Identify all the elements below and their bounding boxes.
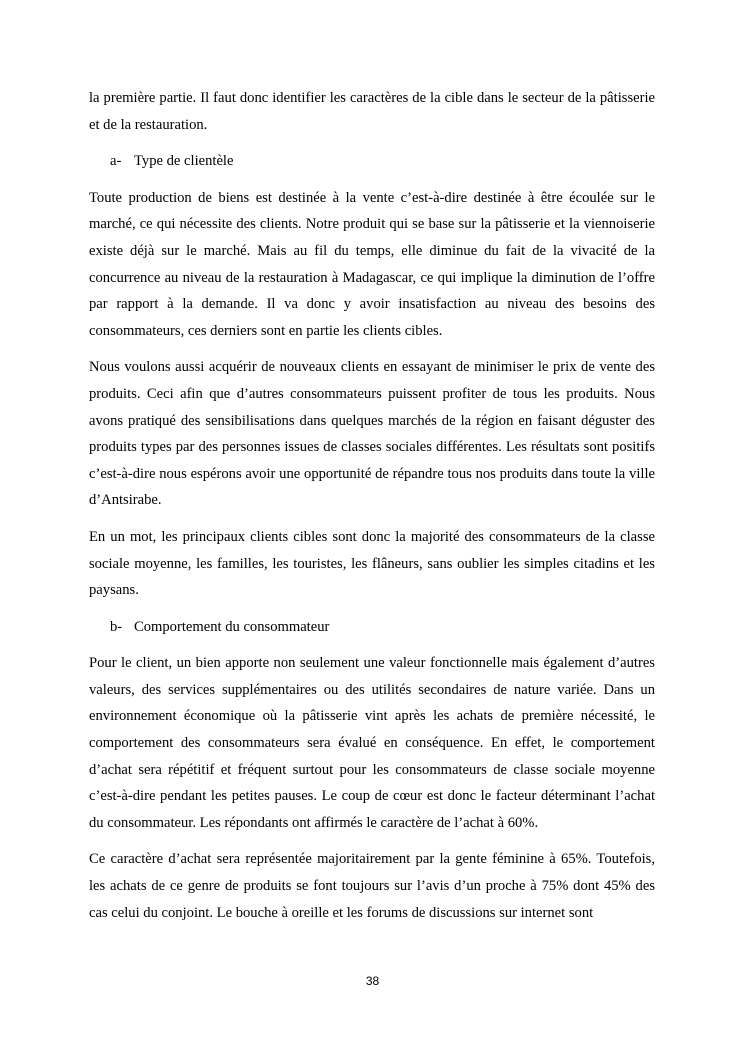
section-heading-text: Type de clientèle <box>134 153 234 170</box>
page-number: 38 <box>365 974 380 988</box>
section-heading-comportement <box>89 614 655 641</box>
paragraph-production-biens: Toute production de biens est destinée à la vente c’est-à-dire destinée à être écoulée sur le marché, ce qui nécessite des clients. Notre produit qui se base sur la pâtisserie et la viennoiserie existe déjà sur le marché. Mais au fil du temps, elle diminue du fait de la vivacité de la concurrence au niveau de la restauration à Madagascar, ce qui implique la diminution de l’offre par rapport à la demande. Il va donc y avoir insatisfaction au niveau des besoins des consommateurs, ces derniers sont en partie les clients cibles. <box>89 189 655 339</box>
page-body <box>89 85 655 936</box>
list-marker: b- <box>110 618 123 635</box>
paragraph-nouveaux-clients: Nous voulons aussi acquérir de nouveaux clients en essayant de minimiser le prix de vente des produits. Ceci afin que d’autres consommateurs puissent profiter de tous les produits. Nous avons pratiqué des sensibilisations dans quelques marchés de la région en faisant déguster des produits types par des personnes issues de classes sociales différentes. Les résultats sont positifs c’est-à-dire nous espérons avoir une opportunité de répandre tous nos produits dans toute la ville d’Antsirabe. <box>89 359 655 509</box>
list-marker: a- <box>110 153 122 170</box>
paragraph-caractere-achat: Ce caractère d’achat sera représentée majoritairement par la gente féminine à 65%. Toutefois, les achats de ce genre de produits se font toujours sur l’avis d’un proche à 75% dont 45% des cas celui du conjoint. Le bouche à oreille et les forums de discussions sur internet sont <box>89 851 655 921</box>
paragraph-clients-cibles: En un mot, les principaux clients cibles sont donc la majorité des consommateurs de la classe sociale moyenne, les familles, les touristes, les flâneurs, sans oublier les simples citadins et les paysans. <box>89 528 655 599</box>
section-heading-type-clientele <box>89 148 655 175</box>
paragraph-intro-continuation: la première partie. Il faut donc identifier les caractères de la cible dans le secteur de la pâtisserie et de la restauration. <box>89 90 655 133</box>
section-heading-text: Comportement du consommateur <box>134 618 330 635</box>
paragraph-valeur-client: Pour le client, un bien apporte non seulement une valeur fonctionnelle mais également d’autres valeurs, des services supplémentaires ou des utilités secondaires de nature variée. Dans un environnement économique où la pâtisserie vint après les achats de première nécessité, le comportement des consommateurs sera évalué en conséquence. En effet, le comportement d’achat sera répétitif et fréquent surtout pour les consommateurs de classe sociale moyenne c’est-à-dire pendant les petites pauses. Le coup de cœur est donc le facteur déterminant l’achat du consommateur. Les répondants ont affirmés le caractère de l’achat à 60%. <box>89 655 655 831</box>
